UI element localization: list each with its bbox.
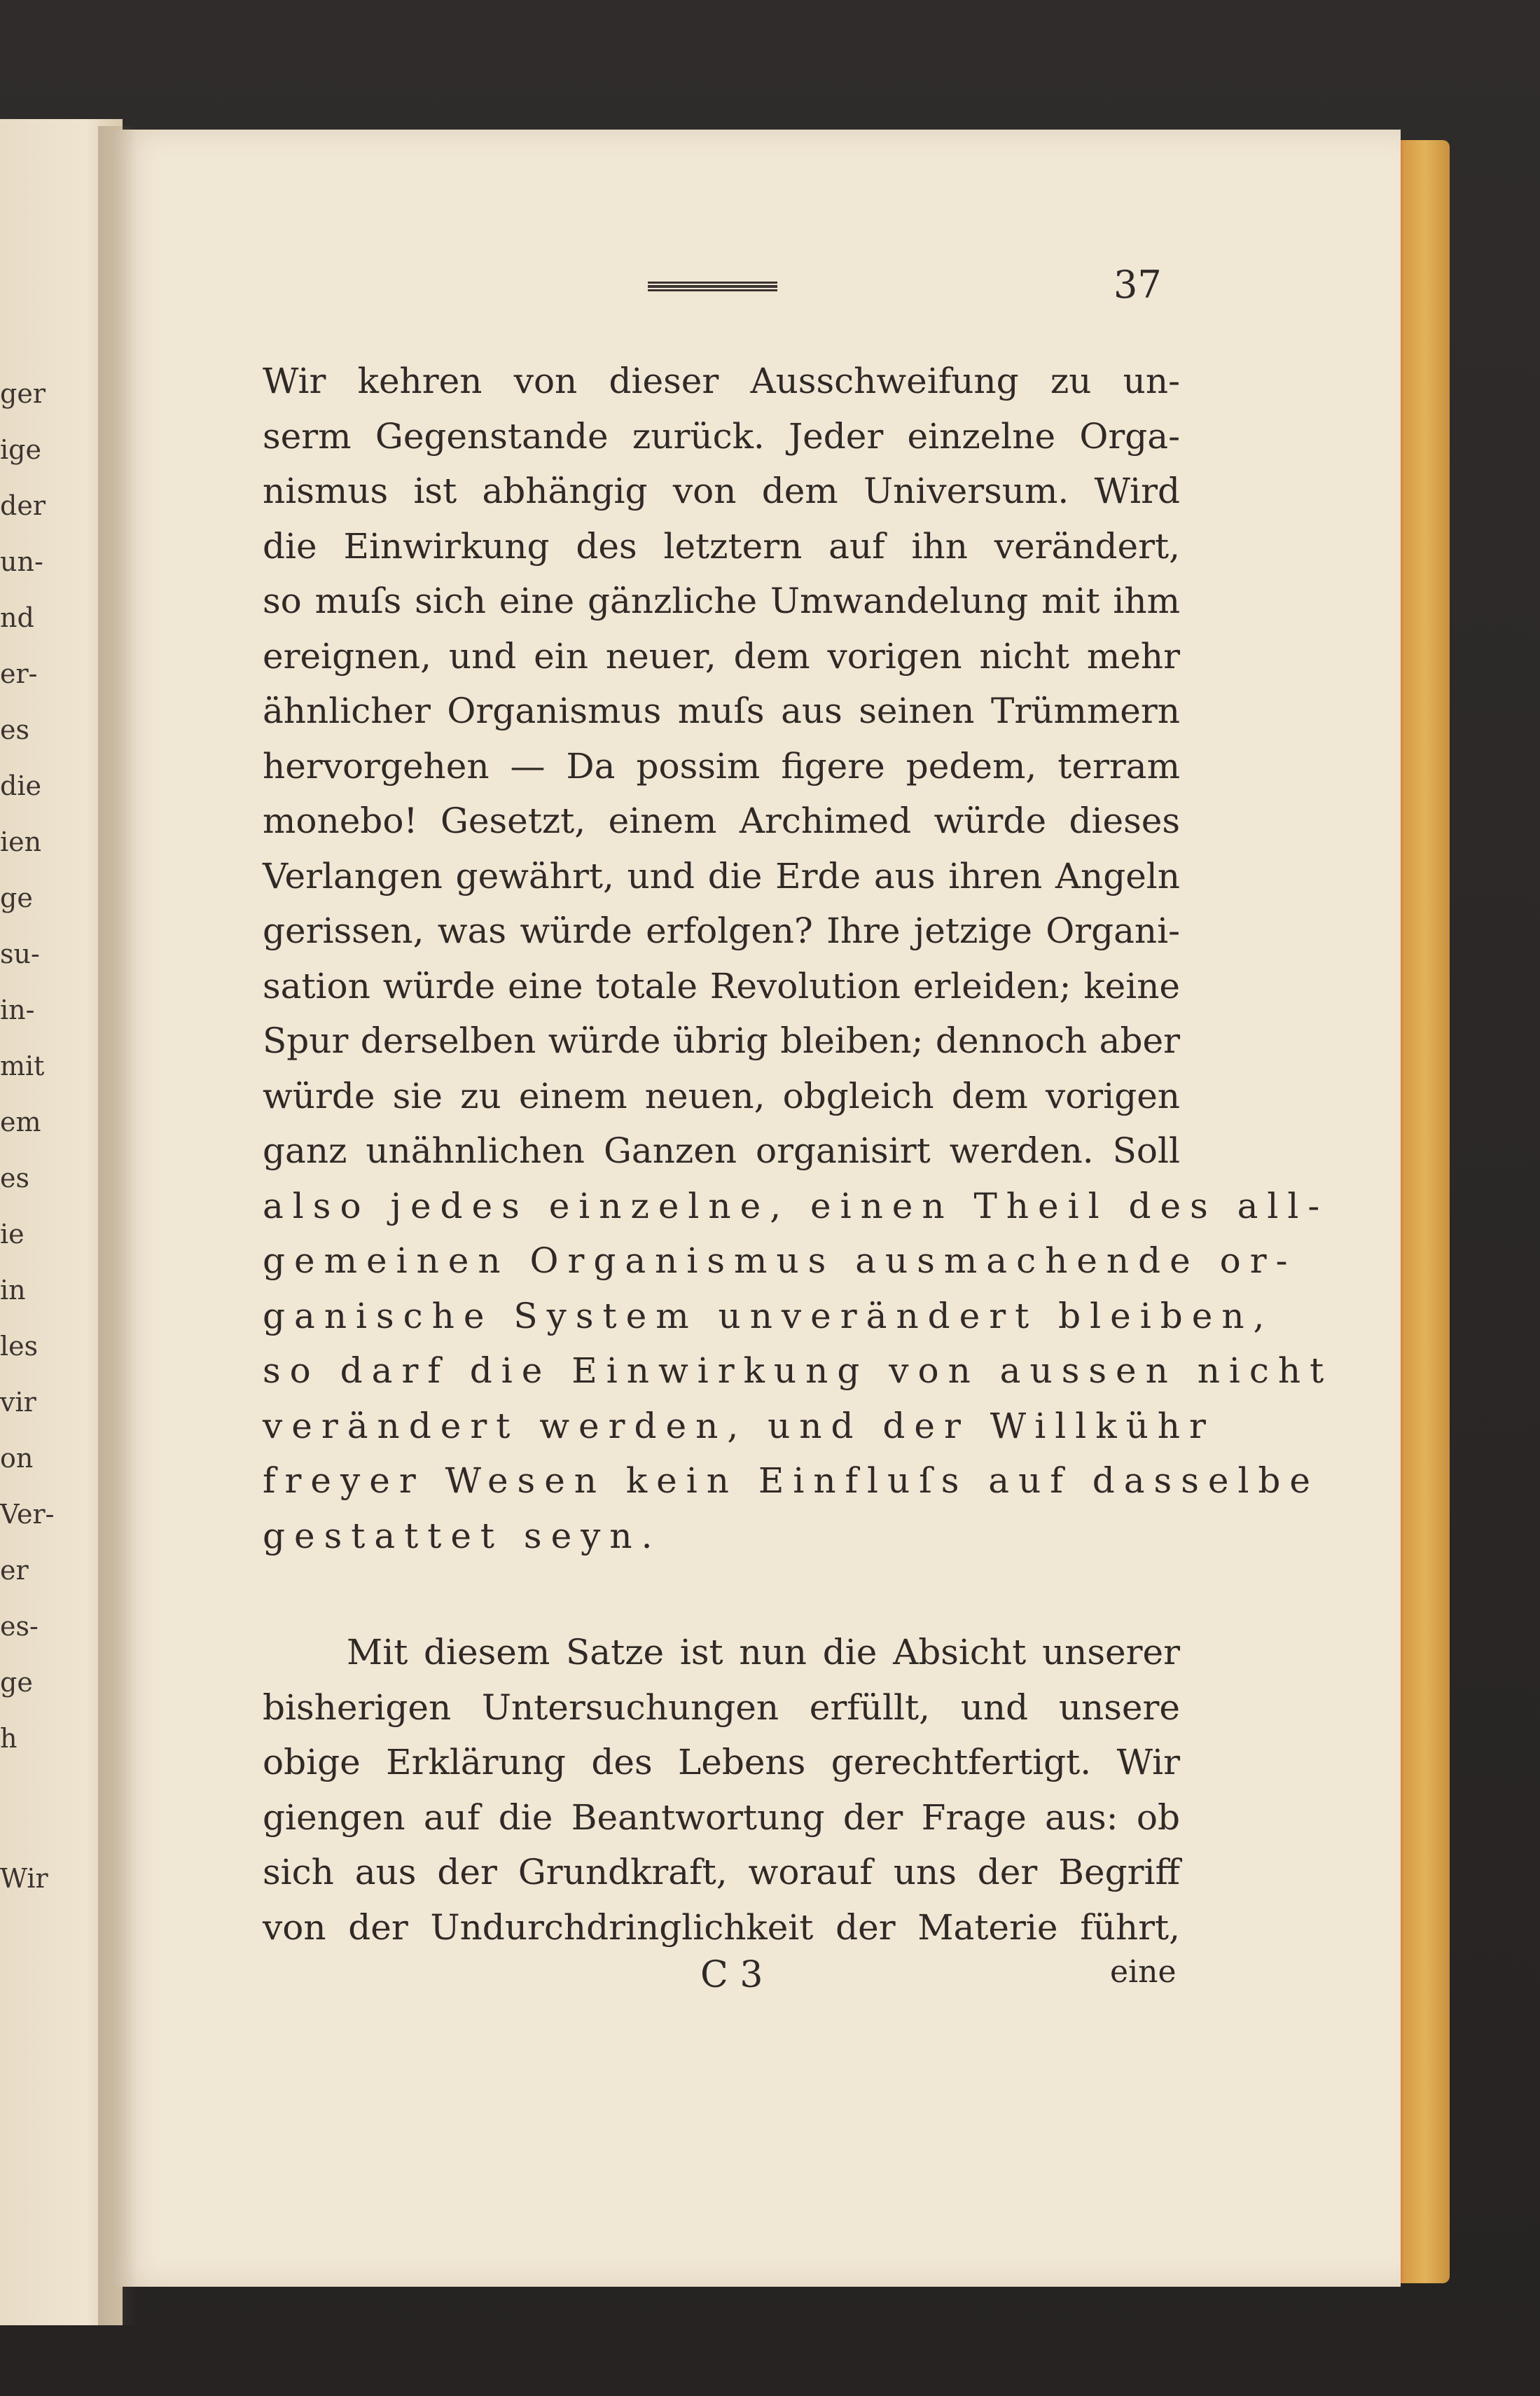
text-line: giengen auf die Beantwortung der Frage aus: ob (263, 1796, 1180, 1838)
text-line: sation würde eine totale Revolution erleiden; keine (263, 965, 1180, 1006)
text-line-spaced: gestattet seyn. (263, 1515, 662, 1556)
left-page-fragment: les (0, 1331, 39, 1362)
text-line: Mit diesem Satze ist nun die Absicht unserer (347, 1632, 1180, 1673)
text-line: serm Gegenstande zurück. Jeder einzelne Orga- (263, 415, 1180, 457)
text-line: ganz unähnlichen Ganzen organisirt werden. Soll (263, 1130, 1180, 1171)
text-line: ereignen, und ein neuer, dem vorigen nicht mehr (263, 635, 1180, 677)
signature-mark: C 3 (700, 1954, 763, 1996)
paragraph-2 (263, 1625, 1180, 1955)
left-page-fragment: ien (0, 826, 42, 857)
left-page-fragment: die (0, 770, 41, 801)
text-line: gerissen, was würde erfolgen? Ihre jetzige Organi- (263, 910, 1180, 951)
left-page-fragment: vir (0, 1387, 36, 1418)
text-line: Spur derselben würde übrig bleiben; dennoch aber (263, 1020, 1180, 1061)
left-page-fragment: er (0, 1555, 29, 1586)
left-page-fragment: Wir (0, 1863, 48, 1894)
text-line-spaced: freyer Wesen kein Einfluſs auf dasselbe (263, 1460, 1320, 1501)
text-line: obige Erklärung des Lebens gerechtfertigt. Wir (263, 1742, 1180, 1782)
text-line-spaced: verändert werden, und der Willkühr (263, 1405, 1215, 1446)
left-page-fragment: ge (0, 882, 33, 913)
text-line: von der Undurchdringlichkeit der Materie führt, (263, 1906, 1180, 1948)
text-line: Verlangen gewährt, und die Erde aus ihren Angeln (263, 855, 1180, 896)
left-page-fragment: h (0, 1723, 18, 1754)
page-number: 37 (1114, 263, 1162, 307)
text-line: nismus ist abhängig von dem Universum. Wird (263, 471, 1180, 511)
left-page-fragment: ge (0, 1667, 33, 1698)
paragraph-1 (263, 354, 1333, 1563)
text-line: so muſs sich eine gänzliche Umwandelung mit ihm (263, 581, 1180, 621)
left-page-fragment: mit (0, 1051, 45, 1081)
left-page-fragment: es (0, 714, 29, 745)
left-page-fragment: es (0, 1163, 29, 1193)
page-gutter (98, 126, 137, 2325)
text-line-spaced: gemeinen Organismus ausmachende or- (263, 1240, 1297, 1281)
text-line: hervorgehen — Da possim figere pedem, terram (263, 745, 1180, 787)
text-line-spaced: ganische System unverändert bleiben, (263, 1295, 1274, 1336)
text-line: die Einwirkung des letztern auf ihn verändert, (263, 525, 1180, 567)
text-line: würde sie zu einem neuen, obgleich dem vorigen (263, 1075, 1180, 1116)
text-line: ähnlicher Organismus muſs aus seinen Trümmern (263, 691, 1180, 731)
left-page-fragment: nd (0, 602, 34, 633)
text-line: Wir kehren von dieser Ausschweifung zu un- (263, 361, 1180, 401)
left-page-fragment: on (0, 1443, 34, 1474)
text-line: monebo! Gesetzt, einem Archimed würde dieses (263, 801, 1180, 841)
left-page-fragment: ger (0, 378, 46, 409)
header-rule (648, 282, 777, 291)
text-line-spaced: also jedes einzelne, einen Theil des all- (263, 1185, 1329, 1226)
left-page-fragment: su- (0, 939, 40, 969)
left-page-fragment: er- (0, 658, 38, 689)
text-line: sich aus der Grundkraft, worauf uns der Begriff (263, 1852, 1180, 1892)
left-page-fragment: der (0, 490, 46, 521)
left-page-fragment: ige (0, 434, 41, 465)
left-page-fragment: in- (0, 995, 35, 1025)
left-page-fragment: es- (0, 1611, 39, 1642)
left-page-fragment: un- (0, 546, 43, 577)
text-line: bisherigen Untersuchungen erfüllt, und unsere (263, 1687, 1180, 1728)
left-page-fragment: Ver- (0, 1499, 55, 1530)
text-line-spaced: so darf die Einwirkung von aussen nicht (263, 1350, 1333, 1391)
left-page-fragment: in (0, 1275, 26, 1306)
left-page-fragment: ie (0, 1219, 25, 1249)
left-page-fragment: em (0, 1107, 41, 1137)
catchword: eine (1110, 1954, 1177, 1990)
